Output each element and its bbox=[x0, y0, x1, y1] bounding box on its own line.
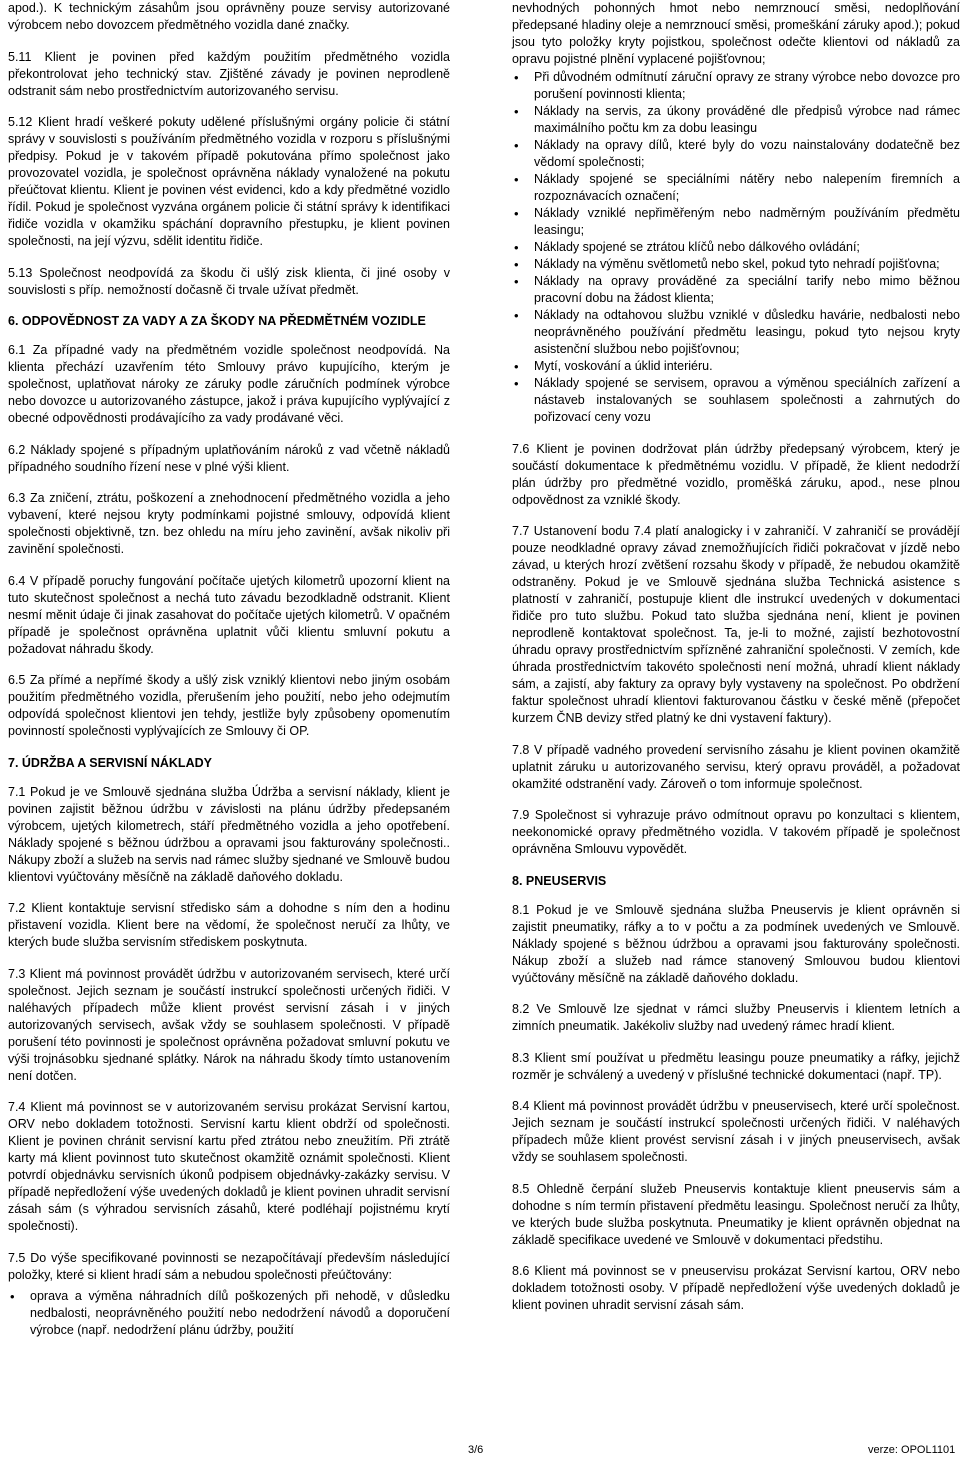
paragraph-7-2: 7.2 Klient kontaktuje servisní středisko sám a dohodne s ním den a hodinu přistavení vozidla. Klient bere na vědomí, že společnost neručí za lhůty, ve kterých bude služba servisním střediskem poskytnuta. bbox=[8, 901, 450, 949]
list-item: • Náklady na servis, za úkony prováděné dle předpisů výrobce nad rámec maximálního počtu km za dobu leasingu bbox=[512, 103, 960, 137]
bullet-list-right bbox=[512, 69, 960, 426]
left-column bbox=[8, 0, 450, 1353]
right-column bbox=[512, 0, 960, 1329]
paragraph-7-1: 7.1 Pokud je ve Smlouvě sjednána služba Údržba a servisní náklady, klient je povinen zajistit běžnou údržbu v závislosti na plánu údržby předepsaném výrobcem, ujetých kilometrech, stáří předmětného vozidla a jeho opotřebení. Náklady spojené s běžnou údržbou a opravami jsou fakturovány společnosti.. Nákupy zboží a služeb na servis nad rámec služby sjednané ve Smlouvě budou klientovi vyúčtovány měsíčně na základě daňového dokladu. bbox=[8, 784, 450, 884]
list-item: • Náklady na opravy dílů, které byly do vozu nainstalovány dodatečně bez vědomí společnosti; bbox=[512, 137, 960, 171]
paragraph-8-6: 8.6 Klient má povinnost se v pneuservisu prokázat Servisní kartou, ORV nebo dokladem totožnosti osoby. V případě nepředložení výše uvedených dokladů je klient povinen uhradit servisní zásah sám. bbox=[512, 1264, 960, 1312]
paragraph-8-3: 8.3 Klient smí používat u předmětu leasingu pouze pneumatiky a ráfky, jejichž rozměr je schválený a uvedený v příslušné technické dokumentaci (např. TP). bbox=[512, 1050, 960, 1082]
bullet-list-left bbox=[8, 1288, 450, 1339]
list-item: • Náklady spojené se speciálními nátěry nebo nalepením firemních a rozpoznávacích označení; bbox=[512, 171, 960, 205]
paragraph-7-5: 7.5 Do výše specifikované povinnosti se nezapočítávají především následující položky, které si klient hradí sám a nebudou společnosti přeúčtovány: bbox=[8, 1250, 450, 1282]
paragraph-6-5: 6.5 Za přímé a nepřímé škody a ušlý zisk vzniklý klientovi nebo jiným osobám použitím předmětného vozidla, přerušením jeho použití, nebo jeho odejmutím odpovídá společnost klientovi jen tehdy, jestliže byly způsobeny opomenutím povinností společnosti vyplývajících ze Smlouvy či OP. bbox=[8, 673, 450, 738]
list-item: • Mytí, voskování a úklid interiéru. bbox=[512, 358, 960, 375]
list-item: • Náklady vzniklé nepřiměřeným nebo nadměrným používáním předmětu leasingu; bbox=[512, 205, 960, 239]
paragraph-6-1: 6.1 Za případné vady na předmětném vozidle společnost neodpovídá. Na klienta přechází uzavřením této Smlouvy právo kupujícího, kterým je společnost, uplatňovat nároky ze záruky podle záručních podmínek výrobce nebo dovozce u autorizovaného zástupce, jakož i práva kupujícího vyplývající z obecné odpovědnosti prodávajícího za vady prodávané věci. bbox=[8, 343, 450, 425]
list-item: • oprava a výměna náhradních dílů poškozených při nehodě, v důsledku nedbalosti, neoprávněného použití nebo nedodržení návodů a doporučení výrobce (např. nedodržení plánu údržby, použití bbox=[8, 1288, 450, 1339]
paragraph-7-7: 7.7 Ustanovení bodu 7.4 platí analogicky i v zahraničí. V zahraničí se provádějí pouze neodkladné opravy závad znemožňujících řidiči pokračovat v jízdě nebo závad, u kterých hrozí zvětšení rozsahu škody v případě, že nebudou okamžitě odstraněny. Pokud je ve Smlouvě sjednána služba Technická asistence s platností v zahraničí, postupuje klient dle instrukcí uvedených v dokumentaci řidiče pro tuto službu. Pokud tato služba sjednána není, klient je povinen neprodleně kontaktovat společnost. Ta, je-li to možné, zajistí bezhotovostní úhradu opravy prostřednictvím spřízněné zahraniční společnosti. V zemích, kde úhrada prostřednictvím takovéto společnosti není možná, uhradí klient náklady sám, a zajistí, aby faktury za opravy byly vystaveny na společnost. Po obdržení faktur společnost uhradí klientovi fakturovanou částku v české měně (přepočet kurzem ČNB devizy střed platný ke dni vystavení faktury). bbox=[512, 524, 960, 725]
paragraph-6-4: 6.4 V případě poruchy fungování počítače ujetých kilometrů upozorní klient na tuto skutečnost společnost a nechá tuto závadu bezodkladně odstranit. Klient nesmí měnit údaje či jinak zasahovat do počítače ujetých kilometrů. V opačném případě je společnost oprávněna uplatnit vůči klientu smluvní pokutu a požadovat náhradu škody. bbox=[8, 573, 450, 656]
paragraph-8-5: 8.5 Ohledně čerpání služeb Pneuservis kontaktuje klient pneuservis sám a dohodne s ním termín přistavení předmětu leasingu. Společnost neručí za lhůty, ve kterých bude služba poskytnuta. Pneumatiky je klient oprávněn objednat na základě specifikace uvedené ve Smlouvě v dokumentaci předstihu. bbox=[512, 1181, 960, 1247]
list-item: • Při důvodném odmítnutí záruční opravy ze strany výrobce nebo dovozce pro porušení povinnosti klienta; bbox=[512, 69, 960, 103]
paragraph-8-2: 8.2 Ve Smlouvě lze sjednat v rámci služby Pneuservis i klientem letních a zimních pneumatik. Jakékoliv služby nad uvedený rámec hradí klient. bbox=[512, 1002, 960, 1033]
list-item: • Náklady na výměnu světlometů nebo skel, pokud tyto nehradí pojišťovna; bbox=[512, 256, 960, 273]
paragraph-7-8: 7.8 V případě vadného provedení servisního zásahu je klient povinen okamžitě uplatnit záruku u autorizovaného servisu, který opravu prováděl, a požadovat okamžité odstranění vady. Zároveň o tom informuje společnost. bbox=[512, 742, 960, 791]
paragraph-7-6: 7.6 Klient je povinen dodržovat plán údržby předepsaný výrobcem, který je součástí dokumentace k předmětnému vozidlu. V případě, že klient nedodrží plán údržby pro předmětné vozidlo, proměšká záruku, apod., nese plnou odpovědnost za vzniklé škody. bbox=[512, 441, 960, 507]
paragraph-7-4: 7.4 Klient má povinnost se v autorizovaném servisu prokázat Servisní kartou, ORV nebo dokladem totožnosti. Servisní kartu klient obdrží od společnosti. Klient je povinen chránit servisní kartu před ztrátou nebo zneužitím. Při ztrátě karty má klient povinnost tuto skutečnost okamžitě oznámit společnosti. Klient potvrdí objednávku servisních úkonů podpisem objednávky-zakázky servisu. V případě nepředložení výše uvedených dokladů je klient povinen uhradit servisní zásah sám (s výhradou servisních zásahů, které podléhají pojistnému krytí společnosti). bbox=[8, 1100, 450, 1233]
list-item: • Náklady na opravy prováděné za speciální tarify nebo mimo běžnou pracovní dobu na žádost klienta; bbox=[512, 273, 960, 307]
version-label: verze: OPOL1101 bbox=[868, 1444, 956, 1456]
paragraph-5-13: 5.13 Společnost neodpovídá za škodu či ušlý zisk klienta, či jiné osoby v souvislosti s příp. nemožností dočasně či trvale užívat předmět. bbox=[8, 265, 450, 297]
paragraph-7-3: 7.3 Klient má povinnost provádět údržbu v autorizovaném servisech, které určí společnost. Jejich seznam je součástí instrukcí společnosti určených řidiči. V naléhavých případech může klient provést servisní zásah i v jiných autorizovaných servisech, avšak vždy se souhlasem společnosti. V případě porušení této povinnosti je společnost oprávněna požadovat smluvní pokutu ve výši trojnásobku sjednané splátky. Nárok na náhradu škody tímto ustanovením není dotčen. bbox=[8, 966, 450, 1083]
paragraph-5-11: 5.11 Klient je povinen před každým použitím předmětného vozidla překontrolovat jeho technický stav. Zjištěné závady je povinen neprodleně odstranit sám nebo prostřednictvím autorizovaného servisu. bbox=[8, 49, 450, 98]
paragraph-7-9: 7.9 Společnost si vyhrazuje právo odmítnout opravu po konzultaci s klientem, neekonomické opravy předmětného vozidla. V takovém případě je společnost oprávněna Smlouvu vypovědět. bbox=[512, 808, 960, 856]
heading-section-6: 6. ODPOVĚDNOST ZA VADY A ZA ŠKODY NA PŘEDMĚTNÉM VOZIDLE bbox=[8, 314, 426, 328]
list-item: • Náklady na odtahovou službu vzniklé v důsledku havárie, nedbalosti nebo neoprávněného používání předmětu leasingu, pokud tyto nejsou kryty asistenční službou nebo pojišťovnou; bbox=[512, 307, 960, 358]
paragraph-8-4: 8.4 Klient má povinnost provádět údržbu v pneuservisech, které určí společnost. Jejich seznam je součástí instrukcí společnosti určených řidiči. V naléhavých případech může klient provést servisní zásah i v jiných pneuservisech, avšak vždy se souhlasem společnosti. bbox=[512, 1099, 960, 1164]
paragraph-6-3: 6.3 Za zničení, ztrátu, poškození a znehodnocení předmětného vozidla a jeho vybavení, které nejsou kryty podmínkami pojistné smlouvy, odpovídá klient společnosti objektivně, tzn. bez ohledu na míru jeho zavinění, avšak nikoliv při zavinění společnosti. bbox=[8, 491, 450, 556]
list-item: • Náklady spojené se ztrátou klíčů nebo dálkového ovládání; bbox=[512, 239, 960, 256]
heading-section-8: 8. PNEUSERVIS bbox=[512, 873, 607, 888]
page-number: 3/6 bbox=[468, 1444, 484, 1456]
paragraph-continuation: nevhodných pohonných hmot nebo nemrznoucí směsi, nedoplňování předepsané hladiny oleje a nemrznoucí směsi, promeškání záruky apod.); pokud jsou tyto položky kryty pojistkou, společnost odečte klientovi od nákladů za opravu pojistné plnění vyplacené pojišťovnou; bbox=[512, 1, 960, 66]
paragraph-intro: apod.). K technickým zásahům jsou oprávněny pouze servisy autorizované výrobcem nebo dovozcem předmětného vozidla dané značky. bbox=[8, 1, 450, 32]
heading-section-7: 7. ÚDRŽBA A SERVISNÍ NÁKLADY bbox=[8, 755, 212, 770]
paragraph-6-2: 6.2 Náklady spojené s případným uplatňováním nároků z vad včetně nákladů případného soudního řízení nese v plné výši klient. bbox=[8, 442, 450, 474]
list-item: • Náklady spojené se servisem, opravou a výměnou speciálních zařízení a nástaveb instalovaných se souhlasem společnosti a zahrnutých do pořizovací ceny vozu bbox=[512, 375, 960, 426]
paragraph-5-12: 5.12 Klient hradí veškeré pokuty udělené příslušnými orgány policie či státní správy v souvislosti s používáním předmětného vozidla v rozporu s příslušnými předpisy. Pokud je v takovém případě pokutována přímo společnost jako provozovatel vozidla, je společnost oprávněna náklady vynaložené na pokutu přeúčtovat klientu. Klient je povinen vést evidenci, kdo a kdy předmětné vozidlo řídil. Pokud je společnost vyzvána orgánem policie či státní správy k identifikaci řidiče vozidla v okamžiku spáchání dopravního přestupku, je klient povinen společnosti, na její výzvu, sdělit identitu řidiče. bbox=[8, 115, 450, 248]
paragraph-8-1: 8.1 Pokud je ve Smlouvě sjednána služba Pneuservis je klient oprávněn si zajistit pneumatiky, ráfky a to v počtu a za podmínek uvedených ve Smlouvě. Náklady spojené s běžnou údržbou a opravami jsou fakturovány společnosti. Nákup zboží a služeb nad rámce stanovený Smlouvou budou klientovi vyúčtovány měsíčně na základě daňového dokladu. bbox=[512, 902, 960, 985]
